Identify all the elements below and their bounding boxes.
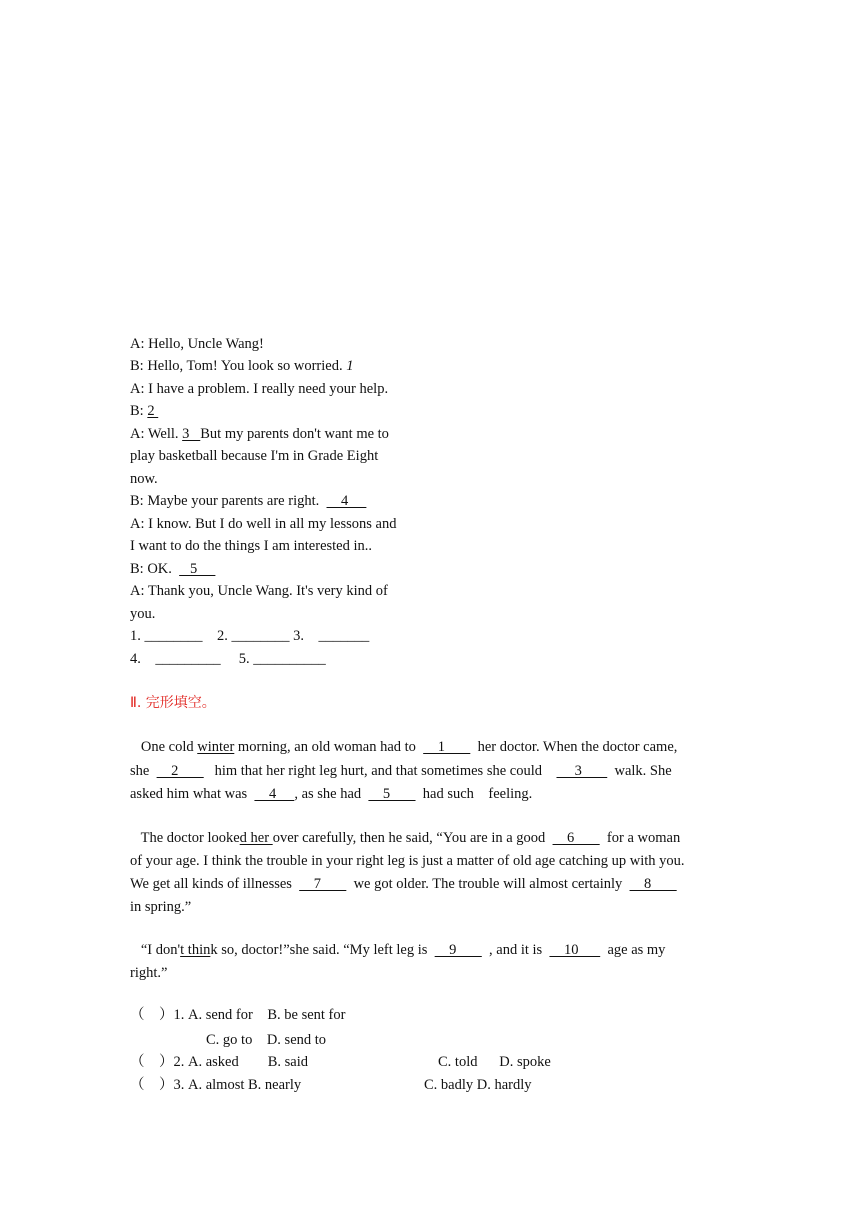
dialogue-line-11: B: OK. 5 bbox=[130, 561, 216, 577]
question-3-options-cd: C. badly D. hardly bbox=[424, 1077, 532, 1093]
passage-p2-line-4: in spring.” bbox=[130, 899, 192, 915]
question-3-options-ab: （ ）3. A. almost B. nearly bbox=[130, 1077, 302, 1093]
dialogue-line-9: A: I know. But I do well in all my lessons and bbox=[130, 516, 397, 532]
passage-p1-line-1: One cold winter morning, an old woman had to 1 her doctor. When the doctor came, bbox=[130, 739, 678, 755]
dialogue-line-1: A: Hello, Uncle Wang! bbox=[130, 336, 264, 352]
blank-7: 7 bbox=[299, 876, 347, 892]
answer-line-2: 4. _________ 5. __________ bbox=[130, 651, 326, 667]
underlined-fragment: d her bbox=[239, 830, 273, 846]
passage-p2-line-2: of your age. I think the trouble in your right leg is just a matter of old age catching up with you. bbox=[130, 853, 685, 869]
dialogue-line-4: B: 2 bbox=[130, 403, 159, 419]
answer-line-1: 1. ________ 2. ________ 3. _______ bbox=[130, 628, 370, 644]
blank-8: 8 bbox=[629, 876, 677, 892]
dialogue-line-8: B: Maybe your parents are right. 4 bbox=[130, 493, 367, 509]
blank-6: 6 bbox=[552, 830, 600, 846]
underlined-fragment: t thin bbox=[180, 942, 211, 958]
dialogue-line-6: play basketball because I'm in Grade Eight bbox=[130, 448, 379, 464]
blank-9: 9 bbox=[434, 942, 482, 958]
blank-3: 3 bbox=[182, 426, 201, 442]
passage-p2-line-1: The doctor looked her over carefully, then he said, “You are in a good 6 for a woman bbox=[130, 830, 681, 846]
dialogue-line-2: B: Hello, Tom! You look so worried. 1 bbox=[130, 358, 354, 374]
dialogue-line-7: now. bbox=[130, 471, 158, 487]
blank-4: 4 bbox=[326, 493, 367, 509]
dialogue-line-12: A: Thank you, Uncle Wang. It's very kind of bbox=[130, 583, 388, 599]
question-2-options-ab: （ ）2. A. asked B. said bbox=[130, 1054, 309, 1070]
passage-p2-line-3: We get all kinds of illnesses 7 we got older. The trouble will almost certainly 8 bbox=[130, 876, 677, 892]
passage-p3-line-1: “I don't think so, doctor!”she said. “My left leg is 9 , and it is 10 age as my bbox=[130, 942, 666, 958]
passage-p1-line-3: asked him what was 4 , as she had 5 had such feeling. bbox=[130, 786, 533, 802]
blank-4: 4 bbox=[254, 786, 295, 802]
section-heading-cloze: Ⅱ. 完形填空。 bbox=[130, 695, 216, 711]
passage-p3-line-2: right.” bbox=[130, 965, 168, 981]
dialogue-line-3: A: I have a problem. I really need your help. bbox=[130, 381, 389, 397]
underlined-word-winter: winter bbox=[197, 739, 235, 755]
passage-p1-line-2: she 2 him that her right leg hurt, and that sometimes she could 3 walk. She bbox=[130, 763, 672, 779]
blank-2: 2 bbox=[156, 763, 204, 779]
blank-1: 1 bbox=[423, 739, 471, 755]
blank-2: 2 bbox=[147, 403, 159, 419]
blank-3: 3 bbox=[556, 763, 608, 779]
dialogue-line-5: A: Well. 3 But my parents don't want me to bbox=[130, 426, 389, 442]
blank-5: 5 bbox=[368, 786, 416, 802]
blank-number-1: 1 bbox=[346, 358, 354, 374]
question-1-options-cd: C. go to D. send to bbox=[206, 1032, 327, 1048]
question-2-options-cd: C. told D. spoke bbox=[438, 1054, 551, 1070]
blank-10: 10 bbox=[549, 942, 601, 958]
dialogue-line-10: I want to do the things I am interested in.. bbox=[130, 538, 373, 554]
dialogue-line-13: you. bbox=[130, 606, 156, 622]
blank-5: 5 bbox=[179, 561, 216, 577]
question-1-options-ab: （ ）1. A. send for B. be sent for bbox=[130, 1007, 346, 1023]
